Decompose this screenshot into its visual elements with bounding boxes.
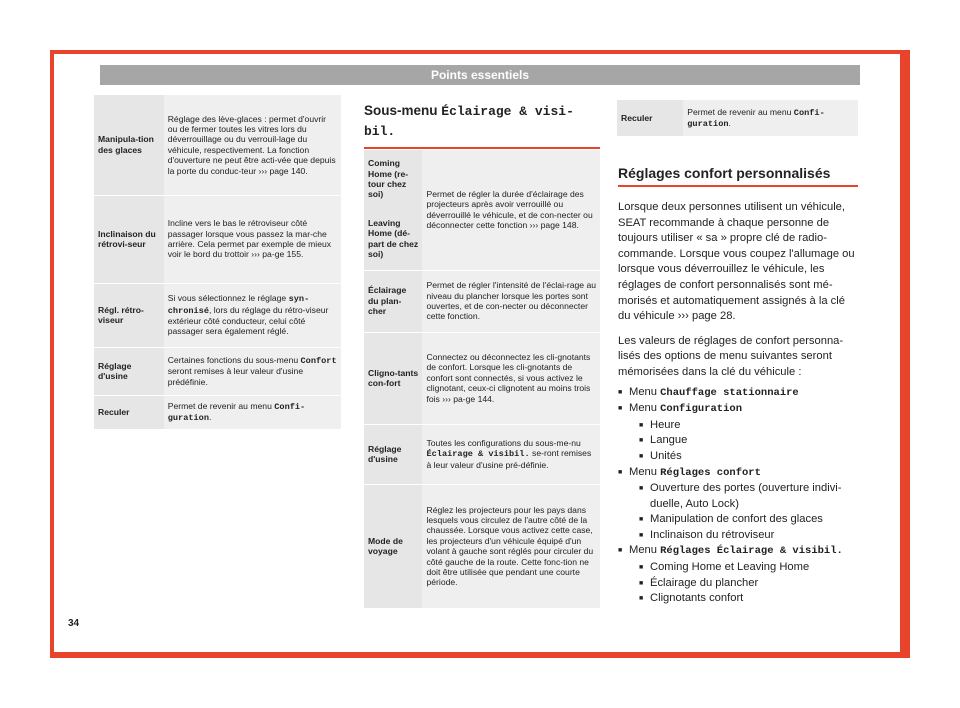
table-key: Reculer — [94, 395, 164, 429]
list-item: ■ Menu Chauffage stationnaire — [618, 385, 858, 402]
list-item: ■ Langue — [639, 433, 858, 449]
table-value: Connectez ou déconnectez les cli-gnotants de confort. Lorsque les cli-gnotants de confort sont connectés, si vous activez le clignotant, ceux-ci clignotent au moins trois fois ››› pa-ge 144. — [422, 332, 600, 424]
settings-table-lighting — [364, 150, 600, 608]
table-key: Inclinaison du rétrovi-seur — [94, 195, 164, 283]
paragraph: Lorsque deux personnes utilisent un véhicule, SEAT recommande à chaque personne de toujours utiliser « sa » propre clé de radio-commande. Lorsque vous coupez l'allumage ou lorsque vous déverrouillez le véhicule, les réglages de confort personnalisés sont mé-morisés et automatiquement assignés à la clé du véhicule ››› page 28. — [618, 201, 855, 323]
list-item: ■ Unités — [639, 449, 858, 465]
table-key: Régl. rétro-viseur — [94, 283, 164, 347]
list-item: ■ Menu Réglages Éclairage & visibil. ■ Coming Home et Leaving Home ■ Éclairage du plancher ■ Clignotants confort — [618, 543, 858, 606]
table-key: Reculer — [617, 100, 683, 136]
list-item: ■ Clignotants confort — [639, 591, 858, 607]
table-value: Incline vers le bas le rétroviseur côté passager lorsque vous passez la mar-che arrière. Cela permet par exemple de mieux voir le bord du trottoir ››› pa-ge 155. — [164, 195, 341, 283]
table-value: Permet de revenir au menu Confi-guration. — [164, 395, 341, 429]
submenu-heading: Sous-menu Éclairage & visi-bil. — [364, 101, 600, 149]
table-value: Permet de régler l'intensité de l'éclai-rage au niveau du plancher lorsque les portes sont ouvertes, et de con-necter ou déconnecter cette fonction. — [422, 270, 600, 332]
list-item: ■ Coming Home et Leaving Home — [639, 560, 858, 576]
section-title: Réglages confort personnalisés — [618, 165, 858, 187]
table-key: Cligno-tants con-fort — [364, 332, 422, 424]
page-number: 34 — [68, 618, 80, 629]
table-key: Mode de voyage — [364, 484, 422, 608]
table-value: Si vous sélectionnez le réglage syn-chronisé, lors du réglage du rétro-viseur extérieur côté conducteur, celui côté passager sera également réglé. — [164, 283, 341, 347]
list-item: ■ Manipulation de confort des glaces — [639, 512, 858, 528]
list-item: ■ Menu Configuration ■ Heure ■ Langue ■ Unités — [618, 401, 858, 464]
table-value: Certaines fonctions du sous-menu Confort seront remises à leur valeur d'usine prédéfinie. — [164, 347, 341, 395]
section-body — [618, 200, 858, 607]
table-value: Réglage des lève-glaces : permet d'ouvrir ou de fermer toutes les vitres lors du déverrouillage ou du verrouil-lage du véhicule, respectivement. La fonction d'ouverture ne peut être acti-vée que depuis la porte du conduc-teur ››› page 140. — [164, 95, 341, 195]
table-value: Permet de régler la durée d'éclairage des projecteurs après avoir verrouillé ou déverrouillé le véhicule, et de con-necter ou déconnecter cette fonction ››› page 148. — [422, 150, 600, 270]
table-key: Éclairage du plan-cher — [364, 270, 422, 332]
menu-list — [618, 385, 858, 607]
table-value: Réglez les projecteurs pour les pays dans lesquels vous circulez de l'autre côté de la chaussée. Lorsque vous activez cette case, les projecteurs d'un véhicule équipé d'un volant à gauche sont réglés pour circuler du côté gauche de la route. Cette fonc-tion ne doit être utilisée que pendant une courte période. — [422, 484, 600, 608]
list-item: ■ Ouverture des portes (ouverture indivi-duelle, Auto Lock) — [639, 481, 858, 512]
paragraph: Les valeurs de réglages de confort personna-lisés des options de menu suivantes seront mémorisées dans la clé du véhicule : — [618, 334, 844, 378]
table-key: Leaving Home (dé-part de chez soi) — [364, 208, 422, 270]
list-item: ■ Heure — [639, 418, 858, 434]
settings-table-back — [617, 100, 858, 136]
table-value: Permet de revenir au menu Confi-guration. — [683, 100, 858, 136]
table-key: Coming Home (re-tour chez soi) — [364, 150, 422, 208]
table-key: Réglage d'usine — [94, 347, 164, 395]
list-item: ■ Éclairage du plancher — [639, 576, 858, 592]
page-header: Points essentiels — [100, 65, 860, 85]
list-item: ■ Inclinaison du rétroviseur — [639, 528, 858, 544]
table-value: Toutes les configurations du sous-me-nu Éclairage & visibil. se-ront remises à leur valeur d'usine pré-définie. — [422, 424, 600, 484]
table-key: Manipula-tion des glaces — [94, 95, 164, 195]
settings-table-comfort — [94, 95, 341, 429]
list-item: ■ Menu Réglages confort ■ Ouverture des portes (ouverture indivi-duelle, Auto Lock) ■ Manipulation de confort des glaces ■ Inclinaison du rétroviseur — [618, 465, 858, 544]
table-key: Réglage d'usine — [364, 424, 422, 484]
